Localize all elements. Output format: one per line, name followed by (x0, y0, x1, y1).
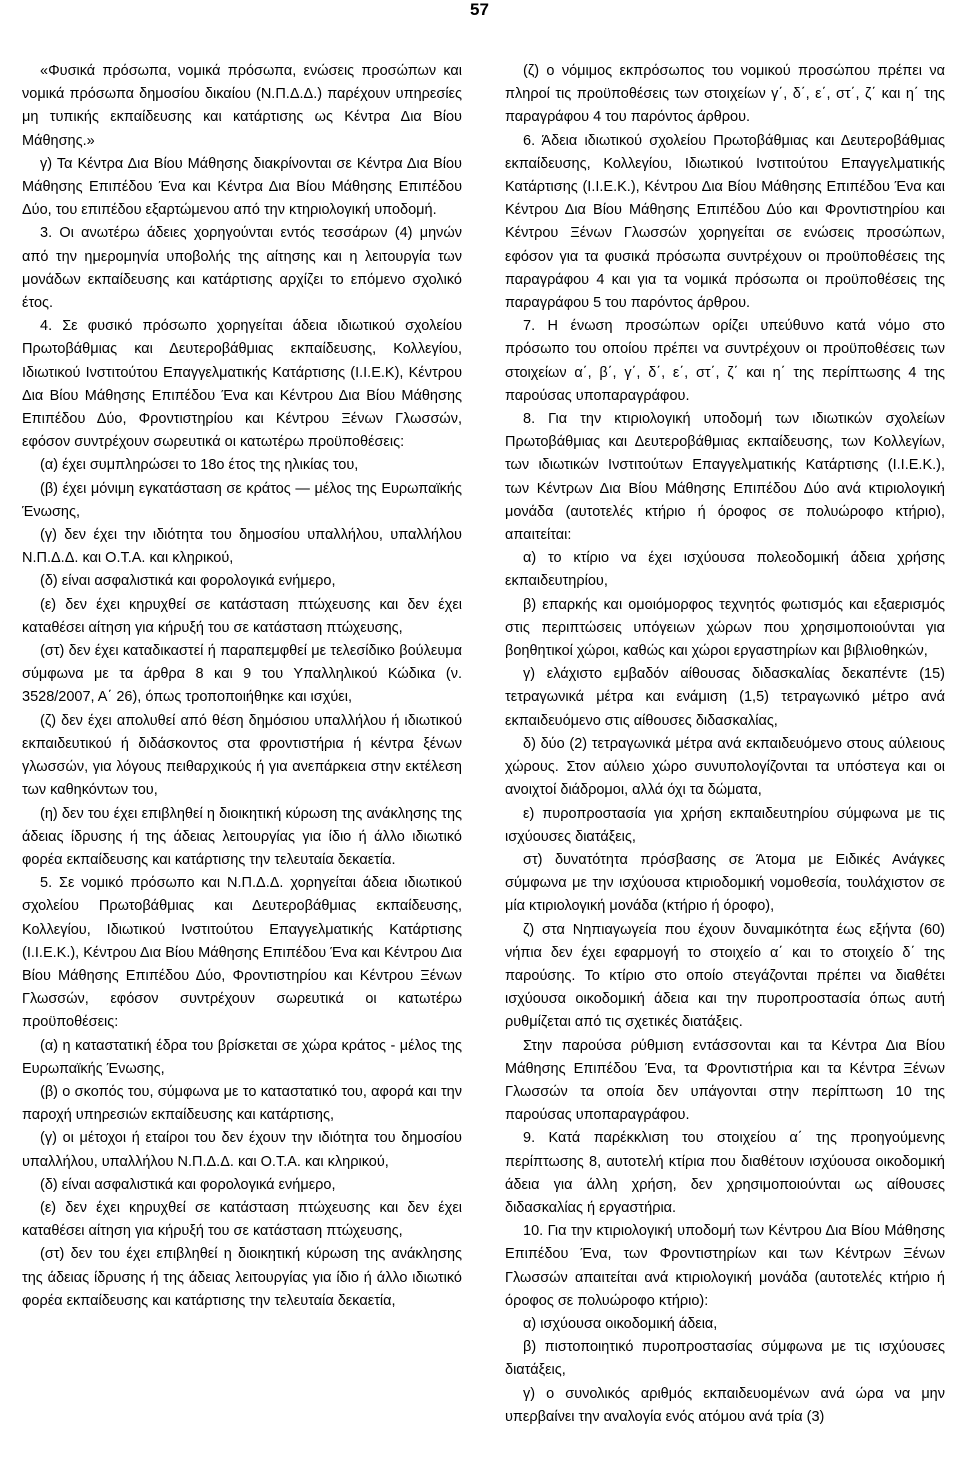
paragraph: 10. Για την κτιριολογική υποδομή των Κέντρου Δια Βίου Μάθησης Επιπέδου Ένα, των Φροντιστηρίων και των Κέντρων Ξένων Γλωσσών απαιτείται ανά κτιριολογική μονάδα (αυτοτελές κτήριο ή όροφος σε πολυώροφο κτήριο): (505, 1223, 945, 1309)
paragraph: 7. Η ένωση προσώπων ορίζει υπεύθυνο κατά νόμο στο πρόσωπο του οποίου πρέπει να συντρέχουν οι προϋποθέσεις των στοιχείων α΄, β΄, γ΄, δ΄, ε΄, στ΄, ζ΄ και η΄ της περίπτωσης 4 της παρούσας υποπαραγράφου. (505, 318, 945, 404)
paragraph: α) το κτίριο να έχει ισχύουσα πολεοδομική άδεια χρήσης εκπαιδευτηρίου, (505, 550, 945, 590)
paragraph: (ζ) ο νόμιμος εκπρόσωπος του νομικού προσώπου πρέπει να πληροί τις προϋποθέσεις των στοιχείων γ΄, δ΄, ε΄, στ΄, ζ΄ και η΄ της παραγράφου 4 του παρόντος άρθρου. (505, 63, 945, 126)
paragraph: 6. Άδεια ιδιωτικού σχολείου Πρωτοβάθμιας και Δευτεροβάθμιας εκπαίδευσης, Κολλεγίου, Ιδιωτικού Ινστιτούτου Επαγγελματικής Κατάρτισης (Ι.Ι.Ε.Κ.), Κέντρου Δια Βίου Μάθησης Επιπέδου Ένα και Κέντρου Δια Βίου Μάθησης Επιπέδου Δύο και Φροντιστηρίου και Κέντρου Ξένων Γλωσσών χορηγείται σε ενώσεις προσώπων, εφόσον για τα φυσικά πρόσωπα συντρέχουν οι προϋποθέσεις της παραγράφου 4 και για τα νομικά πρόσωπα οι προϋποθέσεις της παραγράφου 5 του παρόντος άρθρου. (505, 132, 945, 312)
paragraph: 4. Σε φυσικό πρόσωπο χορηγείται άδεια ιδιωτικού σχολείου Πρωτοβάθμιας και Δευτεροβάθμιας εκπαίδευσης, Κολλεγίου, Ιδιωτικού Ινστιτούτου Επαγγελματικής Κατάρτισης (Ι.Ι.Ε.Κ), Κέντρου Δια Βίου Μάθησης Επιπέδου Ένα και Κέντρου Δια Βίου Μάθησης Επιπέδου Δύο, Φροντιστηρίου και Κέντρου Ξένων Γλωσσών, εφόσον συντρέχουν σωρευτικά οι κατωτέρω προϋποθέσεις: (22, 318, 462, 451)
paragraph: 9. Κατά παρέκκλιση του στοιχείου α΄ της προηγούμενης περίπτωσης 8, αυτοτελή κτίρια που διαθέτουν ισχύουσα οικοδομική άδεια για άλλη χρήση, δεν χρησιμοποιούνται ως αίθουσες διδασκαλίας ή εργαστήρια. (505, 1130, 945, 1216)
paragraph: (ε) δεν έχει κηρυχθεί σε κατάσταση πτώχευσης και δεν έχει καταθέσει αίτηση για κήρυξή του σε κατάσταση πτώχευσης, (22, 596, 462, 636)
paragraph: (β) ο σκοπός του, σύμφωνα με το καταστατικό του, αφορά και την παροχή υπηρεσιών εκπαίδευσης και κατάρτισης, (22, 1083, 462, 1124)
paragraph: β) πιστοποιητικό πυροπροστασίας σύμφωνα με τις ισχύουσες διατάξεις, (505, 1339, 945, 1379)
paragraph: 5. Σε νομικό πρόσωπο και Ν.Π.Δ.Δ. χορηγείται άδεια ιδιωτικού σχολείου Πρωτοβάθμιας και Δευτεροβάθμιας εκπαίδευσης, Κολλεγίου, Ιδιωτικού Ινστιτούτου Επαγγελματικής Κατάρτισης (Ι.Ι.Ε.Κ.), Κέντρου Δια Βίου Μάθησης Επιπέδου Ένα και Κέντρου Δια Βίου Μάθησης Επιπέδου Δύο, Φροντιστηρίου και Κέντρου Ξένων Γλωσσών, εφόσον συντρέχουν σωρευτικά οι κατωτέρω προϋποθέσεις: (22, 875, 462, 1031)
paragraph: (γ) οι μέτοχοι ή εταίροι του δεν έχουν την ιδιότητα του δημοσίου υπαλλήλου, υπαλλήλου Ν.Π.Δ.Δ. και Ο.Τ.Α. και κληρικού, (22, 1130, 462, 1170)
paragraph: γ) ελάχιστο εμβαδόν αίθουσας διδασκαλίας δεκαπέντε (15) τετραγωνικά μέτρα και ενάμιση (1,5) τετραγωνικό μέτρο ανά εκπαιδευόμενο στις αίθουσες διδασκαλίας, (505, 666, 945, 729)
paragraph: ζ) στα Νηπιαγωγεία που έχουν δυναμικότητα έως εξήντα (60) νήπια δεν έχει εφαρμογή το στοιχείο α΄ και το στοιχείο δ΄ της παρούσης. Το κτίριο στο οποίο στεγάζονται πρέπει να διαθέτει ισχύουσα οικοδομική άδεια και την πυροπροστασία όπως αυτή ρυθμίζεται από τις σχετικές διατάξεις. (505, 921, 945, 1031)
paragraph: (δ) είναι ασφαλιστικά και φορολογικά ενήμερο, (40, 573, 336, 590)
paragraph: 8. Για την κτιριολογική υποδομή των ιδιωτικών σχολείων Πρωτοβάθμιας και Δευτεροβάθμιας εκπαίδευσης, των Κολλεγίων, των ιδιωτικών Ινστιτούτων Επαγγελματικής Κατάρτισης (Ι.Ι.Ε.Κ.), των Κέντρων Δια Βίου Μάθησης Επιπέδου Δύο ανά κτιριολογική μονάδα (αυτοτελές κτήριο ή όροφος σε πολυώροφο κτήριο), απαιτείται: (505, 411, 945, 544)
paragraph: (α) έχει συμπληρώσει το 18ο έτος της ηλικίας του, (40, 457, 359, 474)
paragraph: γ) ο συνολικός αριθμός εκπαιδευομένων ανά ώρα να μην υπερβαίνει την αναλογία ενός ατόμου ανά τρία (3) (505, 1385, 945, 1425)
paragraph: (δ) είναι ασφαλιστικά και φορολογικά ενήμερο, (40, 1176, 336, 1193)
paragraph: (β) έχει μόνιμη εγκατάσταση σε κράτος — μέλος της Ευρωπαϊκής Ένωσης, (22, 480, 462, 520)
paragraph: ε) πυροπροστασία για χρήση εκπαιδευτηρίου σύμφωνα με τις ισχύουσες διατάξεις, (505, 805, 945, 845)
paragraph: (στ) δεν του έχει επιβληθεί η διοικητική κύρωση της ανάκλησης της άδειας ίδρυσης ή της άδειας λειτουργίας για ίδιο ή άλλο ιδιωτικό φορέα εκπαίδευσης και κατάρτισης την τελευταία δεκαετία, (22, 1246, 462, 1309)
paragraph: (γ) δεν έχει την ιδιότητα του δημοσίου υπαλλήλου, υπαλλήλου Ν.Π.Δ.Δ. και Ο.Τ.Α. και κληρικού, (22, 527, 462, 567)
paragraph: (α) η καταστατική έδρα του βρίσκεται σε χώρα κράτος - μέλος της Ευρωπαϊκής Ένωσης, (22, 1037, 462, 1077)
paragraph: 3. Οι ανωτέρω άδειες χορηγούνται εντός τεσσάρων (4) μηνών από την ημερομηνία υποβολής της αίτησης και η λειτουργία των μονάδων εκπαίδευσης και κατάρτισης αρχίζει το επόμενο σχολικό έτος. (22, 225, 462, 312)
page-number: 57 (470, 0, 489, 19)
paragraph: στ) δυνατότητα πρόσβασης σε Άτομα με Ειδικές Ανάγκες σύμφωνα με την ισχύουσα κτιριοδομική νομοθεσία, τουλάχιστον σε μία κτιριολογική μονάδα (κτήριο ή όροφο), (505, 851, 945, 915)
paragraph: (στ) δεν έχει καταδικαστεί ή παραπεμφθεί με τελεσίδικο βούλευμα σύμφωνα με τα άρθρα 8 και 9 του Υπαλληλικού Κώδικα (ν. 3528/2007, Α΄ 26), όπως τροποποιήθηκε και ισχύει, (22, 643, 462, 706)
paragraph: γ) Τα Κέντρα Δια Βίου Μάθησης διακρίνονται σε Κέντρα Δια Βίου Μάθησης Επιπέδου Ένα και Κέντρα Δια Βίου Μάθησης Επιπέδου Δύο, του επιπέδου εξαρτώμενου από την κτηριολογική υποδομή. (22, 155, 462, 219)
paragraph: δ) δύο (2) τετραγωνικά μέτρα ανά εκπαιδευόμενο στους αύλειους χώρους. Στον αύλειο χώρο συνυπολογίζονται τα υπόστεγα και οι ανοιχτοί διάδρομοι, αλλά όχι τα δώματα, (505, 735, 945, 799)
paragraph: (η) δεν του έχει επιβληθεί η διοικητική κύρωση της ανάκλησης της άδειας ίδρυσης ή της άδειας λειτουργίας για ίδιο ή άλλο ιδιωτικό φορέα εκπαίδευσης και κατάρτισης την τελευταία δεκαετία. (22, 805, 462, 868)
paragraph: (ε) δεν έχει κηρυχθεί σε κατάσταση πτώχευσης και δεν έχει καταθέσει αίτηση για κήρυξή του σε κατάσταση πτώχευσης, (22, 1199, 462, 1240)
paragraph: α) ισχύουσα οικοδομική άδεια, (523, 1315, 718, 1332)
right-column (505, 60, 945, 1429)
paragraph: Στην παρούσα ρύθμιση εντάσσονται και τα Κέντρα Δια Βίου Μάθησης Επιπέδου Ένα, τα Φροντιστήρια και τα Κέντρα Ξένων Γλωσσών τα οποία δεν υπάγονται στην περίπτωση 10 της παρούσας υποπαραγράφου. (505, 1037, 945, 1124)
paragraph: «Φυσικά πρόσωπα, νομικά πρόσωπα, ενώσεις προσώπων και νομικά πρόσωπα δημοσίου δικαίου (Ν.Π.Δ.Δ.) παρέχουν υπηρεσίες μη τυπικής εκπαίδευσης και κατάρτισης ως Κέντρα Δια Βίου Μάθησης.» (22, 63, 462, 149)
paragraph: (ζ) δεν έχει απολυθεί από θέση δημόσιου υπαλλήλου ή ιδιωτικού εκπαιδευτικού ή διδάσκοντος στα φροντιστήρια ή κέντρα ξένων γλωσσών, για λόγους πειθαρχικούς ή για ανεπάρκεια στην εκτέλεση των καθηκόντων του, (22, 712, 462, 799)
left-column (22, 60, 462, 1313)
paragraph: β) επαρκής και ομοιόμορφος τεχνητός φωτισμός και εξαερισμός στις περιπτώσεις υπόγειων χώρων που χρησιμοποιούνται για βοηθητικοί χώροι, καθώς και χώροι εργαστηρίων και βιβλιοθηκών, (505, 596, 945, 660)
